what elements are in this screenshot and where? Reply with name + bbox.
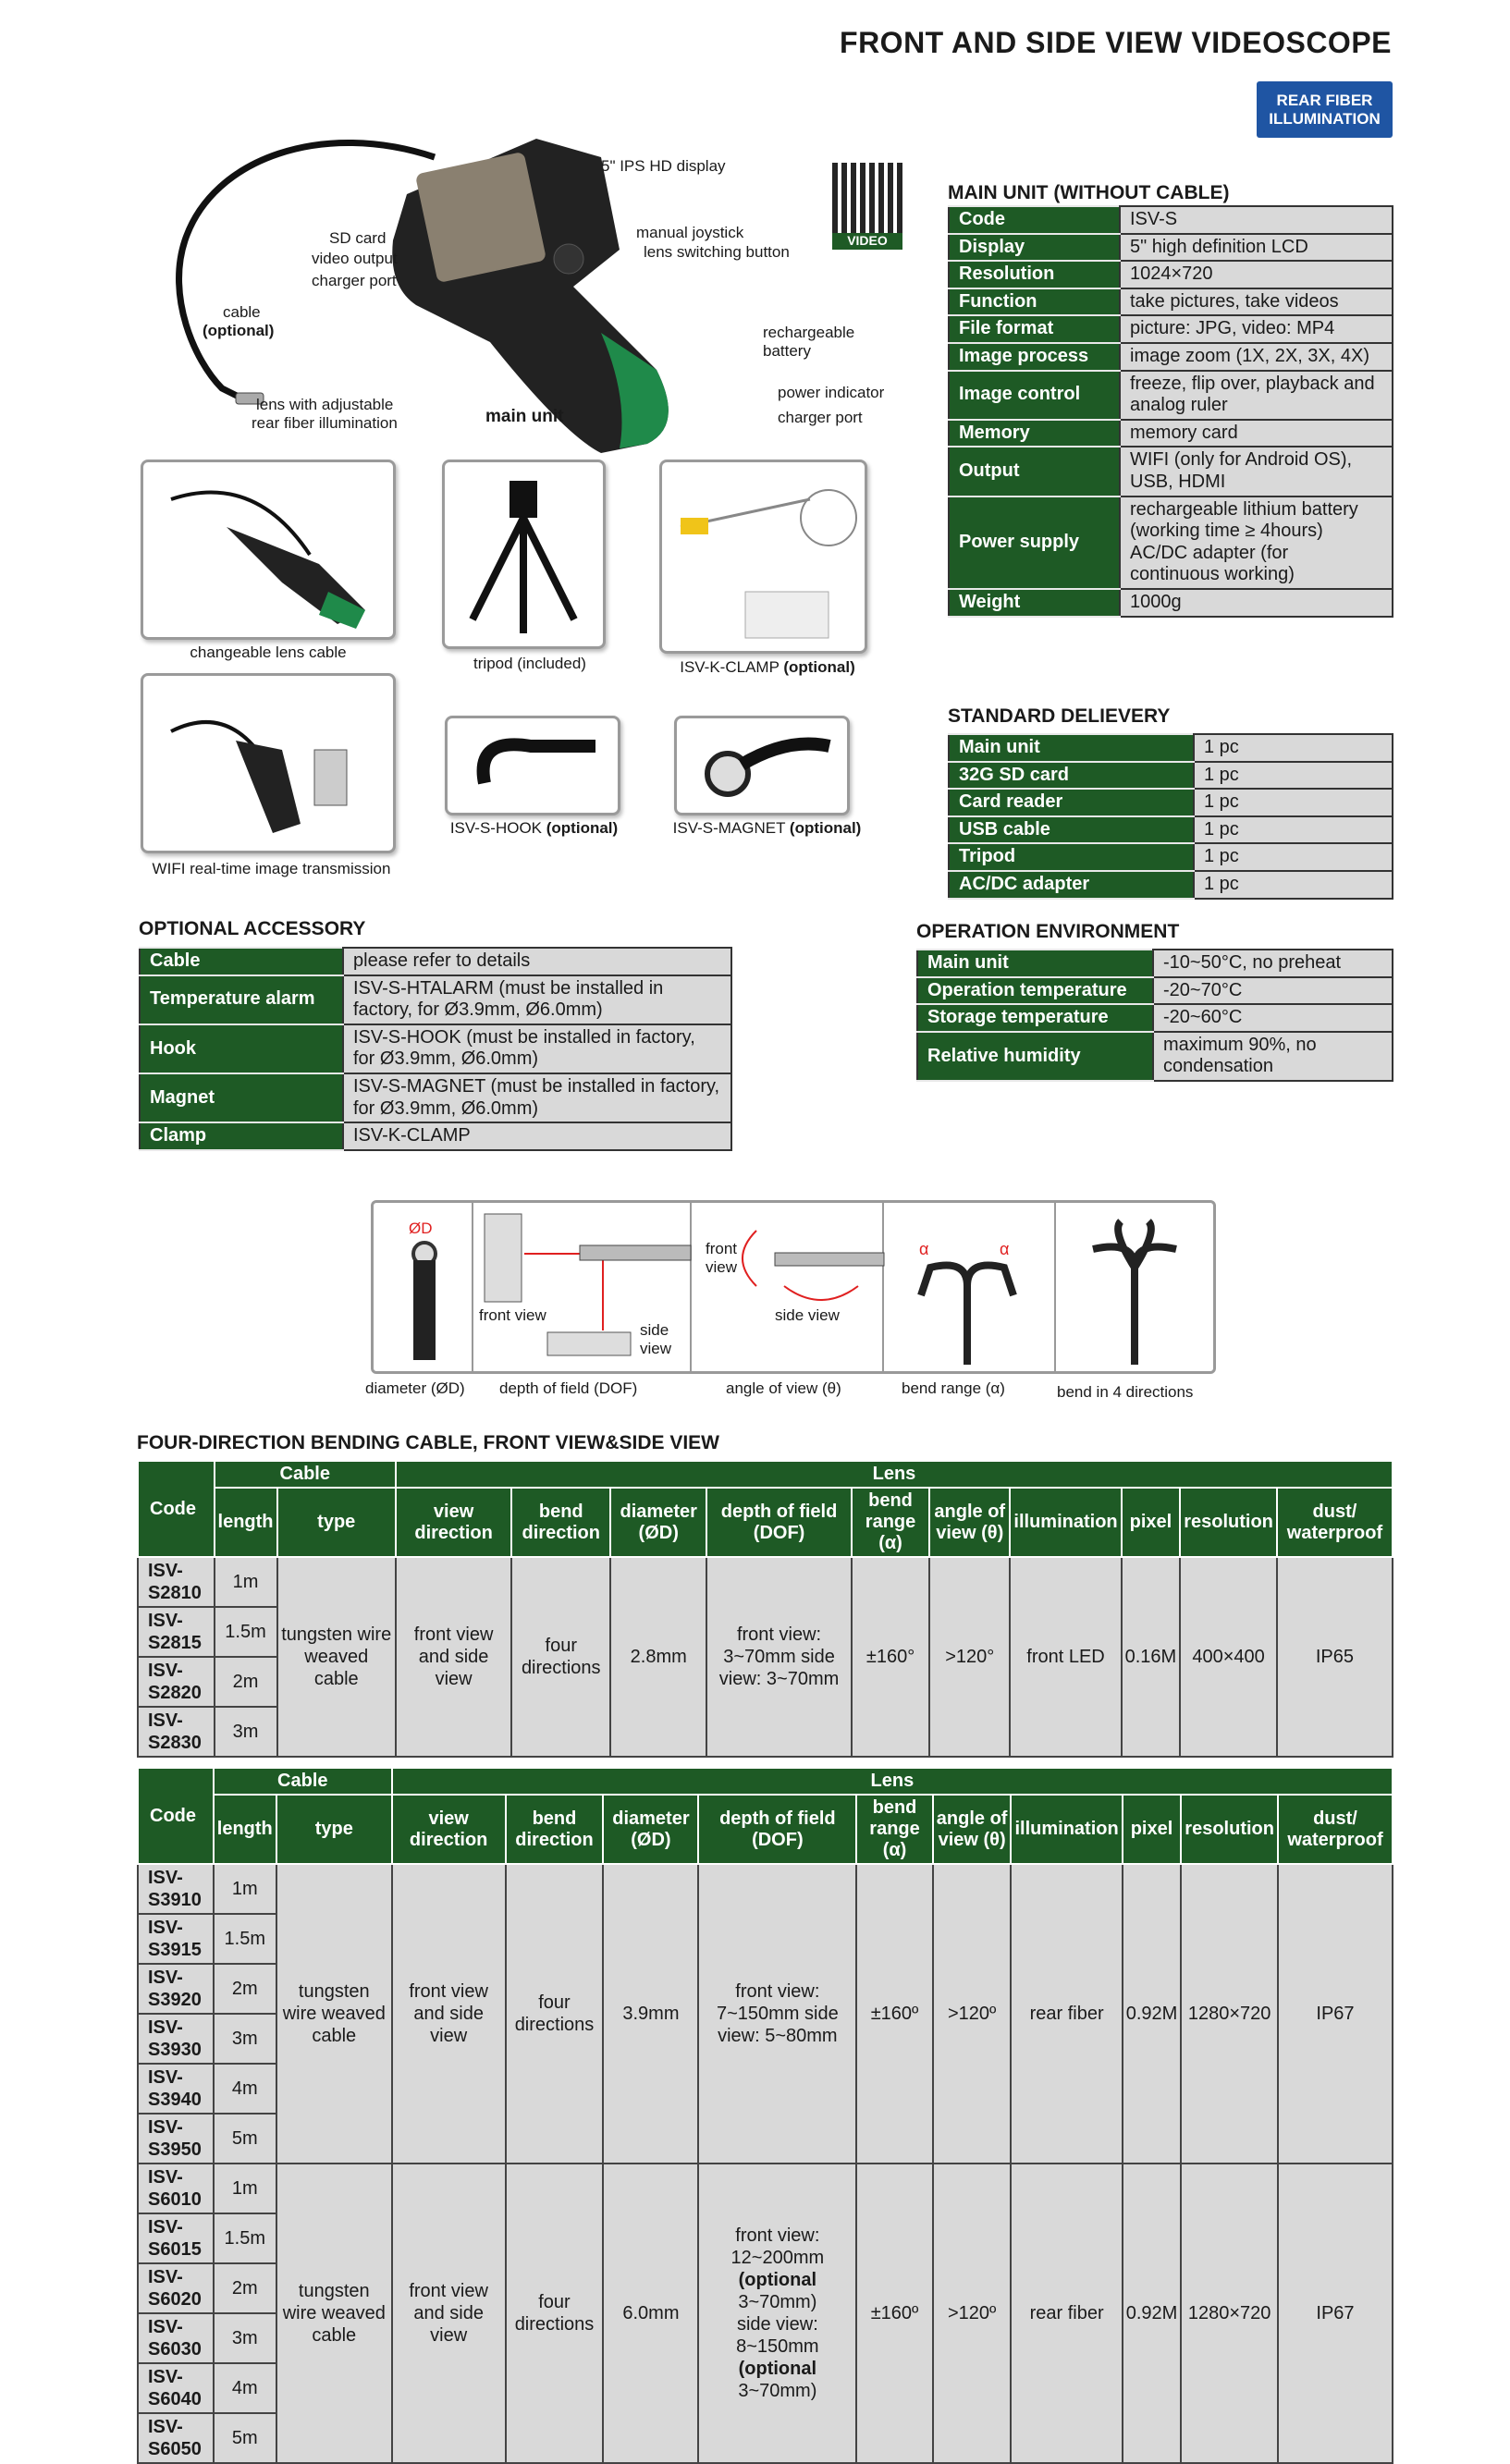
column-header: view direction — [396, 1488, 511, 1557]
model-code: ISV-S6015 — [138, 2213, 214, 2263]
spec-row — [949, 420, 1393, 447]
angle-side-view-label: side view — [775, 1306, 840, 1324]
spec-value: 1024×720 — [1120, 261, 1393, 288]
spec-dof — [698, 2164, 856, 2463]
column-header: diameter (ØD) — [603, 1795, 698, 1864]
main-unit-table — [948, 205, 1393, 618]
optional-accessory-table — [139, 947, 732, 1151]
spec-view: front view and side view — [392, 2164, 506, 2463]
tripod-photo — [442, 460, 606, 649]
cable-length: 3m — [215, 1707, 277, 1757]
spec-value: take pictures, take videos — [1120, 288, 1393, 316]
spec-key: Hook — [140, 1024, 343, 1073]
spec-value: ISV-S-MAGNET (must be installed in factory, for Ø3.9mm, Ø6.0mm) — [343, 1073, 731, 1122]
table-row — [138, 1864, 1393, 1914]
spec-row — [917, 1032, 1393, 1081]
angle-front-label: front — [706, 1240, 738, 1257]
lens-header: Lens — [396, 1461, 1393, 1488]
spec-row — [949, 734, 1393, 762]
model-code: ISV-S6030 — [138, 2313, 214, 2363]
table-row — [138, 2164, 1393, 2213]
standard-delivery-table — [948, 733, 1393, 900]
cable-length: 1.5m — [215, 1607, 277, 1657]
spec-key: Card reader — [949, 789, 1194, 816]
model-code: ISV-S6020 — [138, 2263, 214, 2313]
column-header: bend direction — [511, 1488, 610, 1557]
spec-key: Output — [949, 447, 1120, 496]
spec-value: ISV-S-HOOK (must be installed in factory, for Ø3.9mm, Ø6.0mm) — [343, 1024, 731, 1073]
page-title: FRONT AND SIDE VIEW VIDEOSCOPE — [840, 26, 1392, 59]
model-code: ISV-S3930 — [138, 2014, 214, 2064]
spec-row — [140, 1073, 731, 1122]
spec-row — [949, 343, 1393, 371]
spec-dof: front view: 7~150mm side view: 5~80mm — [698, 1864, 856, 2164]
model-code: ISV-S2810 — [138, 1557, 215, 1607]
label-lens2: rear fiber illumination — [252, 414, 398, 432]
spec-value: 1 pc — [1194, 789, 1393, 816]
diagram-caption-bend: bend range (α) — [902, 1379, 1005, 1397]
spec-value: -20~60°C — [1153, 1004, 1393, 1032]
spec-pixel: 0.92M — [1123, 2164, 1182, 2463]
model-code: ISV-S3920 — [138, 1964, 214, 2014]
spec-key: Cable — [140, 948, 343, 975]
spec-row — [949, 234, 1393, 262]
cable-length: 1.5m — [214, 1914, 276, 1964]
dof-cell — [473, 1203, 692, 1371]
column-header: type — [277, 1488, 396, 1557]
spec-row — [949, 261, 1393, 288]
table1-heading: FOUR-DIRECTION BENDING CABLE, FRONT VIEW&SIDE VIEW — [137, 1432, 719, 1453]
cable-length: 5m — [214, 2413, 276, 2463]
cable-header: Cable — [214, 1768, 392, 1795]
cable-length: 1m — [214, 1864, 276, 1914]
spec-key: Tripod — [949, 843, 1194, 871]
spec-type: tungsten wire weaved cable — [276, 1864, 392, 2164]
column-header: pixel — [1123, 1795, 1182, 1864]
spec-key: Display — [949, 234, 1120, 262]
spec-res: 1280×720 — [1181, 2164, 1278, 2463]
column-header: view direction — [392, 1795, 506, 1864]
label-lens1: lens with adjustable — [256, 396, 394, 413]
label-display: 5" IPS HD display — [601, 157, 726, 175]
dof-line: (optional — [738, 2270, 817, 2290]
cable-length: 4m — [214, 2363, 276, 2413]
dof-front-view-label: front view — [479, 1306, 546, 1324]
cable-length: 3m — [214, 2313, 276, 2363]
spec-key: Resolution — [949, 261, 1120, 288]
label-charger2: charger port — [778, 409, 863, 426]
spec-dia: 6.0mm — [603, 2164, 698, 2463]
spec-key: USB cable — [949, 816, 1194, 844]
diameter-cell — [374, 1203, 473, 1371]
spec-range: ±160º — [856, 1864, 932, 2164]
spec-pixel: 0.92M — [1123, 1864, 1182, 2164]
dof-line: 3~70mm) — [738, 2292, 817, 2312]
spec-view: front view and side view — [392, 1864, 506, 2164]
lens-header: Lens — [392, 1768, 1393, 1795]
spec-row — [949, 206, 1393, 234]
spec-angle: >120º — [933, 2164, 1012, 2463]
spec-angle: >120° — [929, 1557, 1010, 1757]
column-header: diameter (ØD) — [610, 1488, 706, 1557]
column-header: illumination — [1011, 1795, 1122, 1864]
column-header: bend direction — [506, 1795, 604, 1864]
spec-value: 5" high definition LCD — [1120, 234, 1393, 262]
spec-key: Relative humidity — [917, 1032, 1153, 1081]
table-row — [138, 1557, 1393, 1607]
qr-code[interactable] — [832, 163, 902, 233]
caption-hook: ISV-S-HOOK (optional) — [449, 819, 619, 837]
model-code: ISV-S2820 — [138, 1657, 215, 1707]
model-code: ISV-S3950 — [138, 2114, 214, 2164]
main-unit-heading: MAIN UNIT (WITHOUT CABLE) — [948, 182, 1230, 203]
caption-clamp: ISV-K-CLAMP (optional) — [680, 658, 855, 676]
column-header: dust/ waterproof — [1278, 1795, 1393, 1864]
spec-value: picture: JPG, video: MP4 — [1120, 315, 1393, 343]
model-code: ISV-S6040 — [138, 2363, 214, 2413]
spec-row — [949, 762, 1393, 790]
spec-key: Power supply — [949, 496, 1120, 589]
spec-row — [949, 315, 1393, 343]
spec-value: please refer to details — [343, 948, 731, 975]
spec-dof: front view: 3~70mm side view: 3~70mm — [706, 1557, 852, 1757]
spec-bend: four directions — [511, 1557, 610, 1757]
spec-value: -10~50°C, no preheat — [1153, 950, 1393, 977]
dof-side-label: side — [640, 1321, 669, 1339]
column-header: resolution — [1181, 1795, 1278, 1864]
column-header: pixel — [1122, 1488, 1181, 1557]
dof-line: front view: 12~200mm — [730, 2225, 825, 2268]
model-code: ISV-S3940 — [138, 2064, 214, 2114]
model-code: ISV-S6010 — [138, 2164, 214, 2213]
column-header: angle of view (θ) — [929, 1488, 1010, 1557]
spec-res: 1280×720 — [1181, 1864, 1278, 2164]
spec-row — [917, 977, 1393, 1005]
qr-video-label: VIDEO — [832, 233, 902, 250]
hook-photo — [445, 716, 620, 815]
model-code: ISV-S3915 — [138, 1914, 214, 1964]
spec-key: 32G SD card — [949, 762, 1194, 790]
spec-view: front view and side view — [396, 1557, 511, 1757]
spec-row — [949, 816, 1393, 844]
column-header: angle of view (θ) — [933, 1795, 1012, 1864]
cable-length: 2m — [215, 1657, 277, 1707]
spec-row — [917, 1004, 1393, 1032]
alpha-right: α — [1000, 1240, 1010, 1258]
spec-row — [949, 496, 1393, 589]
spec-range: ±160° — [852, 1557, 929, 1757]
column-header: length — [215, 1488, 277, 1557]
spec-ip: IP65 — [1277, 1557, 1393, 1757]
spec-ip: IP67 — [1278, 1864, 1393, 2164]
spec-value: 1 pc — [1194, 762, 1393, 790]
dof-line: 3~70mm) — [738, 2381, 817, 2401]
dof-view-label: view — [640, 1340, 672, 1357]
spec-illum: rear fiber — [1011, 1864, 1122, 2164]
joystick-shape — [554, 244, 583, 274]
label-main-unit: main unit — [485, 407, 564, 426]
bend-cell — [884, 1203, 1056, 1371]
cable-table-2-8mm — [137, 1460, 1393, 1758]
operation-environment-table — [916, 949, 1393, 1082]
spec-value: 1000g — [1120, 589, 1393, 617]
spec-row — [949, 589, 1393, 617]
code-header: Code — [138, 1461, 215, 1557]
spec-row — [140, 1122, 731, 1150]
four-dir-cell — [1056, 1203, 1213, 1371]
spec-key: AC/DC adapter — [949, 871, 1194, 899]
spec-row — [949, 871, 1393, 899]
spec-key: Storage temperature — [917, 1004, 1153, 1032]
screen-shape — [415, 152, 546, 283]
spec-key: Memory — [949, 420, 1120, 447]
spec-value: freeze, flip over, playback and analog ruler — [1120, 371, 1393, 420]
column-header: bend range (α) — [856, 1795, 932, 1864]
cable-header: Cable — [215, 1461, 396, 1488]
label-battery2: battery — [763, 342, 811, 360]
model-code: ISV-S2815 — [138, 1607, 215, 1657]
spec-ip: IP67 — [1278, 2164, 1393, 2463]
spec-res: 400×400 — [1180, 1557, 1277, 1757]
caption-magnet: ISV-S-MAGNET (optional) — [672, 819, 862, 837]
optional-accessory-heading: OPTIONAL ACCESSORY — [139, 918, 366, 939]
cable-length: 1m — [215, 1557, 277, 1607]
spec-bend: four directions — [506, 1864, 604, 2164]
dof-line: side view: 8~150mm — [736, 2314, 819, 2357]
spec-type: tungsten wire weaved cable — [276, 2164, 392, 2463]
lens-cable-photo — [141, 460, 396, 640]
operation-environment-heading: OPERATION ENVIRONMENT — [916, 921, 1180, 942]
label-video-out: video output — [312, 250, 398, 267]
diagram-caption-diameter: diameter (ØD) — [365, 1379, 465, 1397]
spec-pixel: 0.16M — [1122, 1557, 1181, 1757]
column-header: length — [214, 1795, 276, 1864]
spec-key: Operation temperature — [917, 977, 1153, 1005]
wifi-photo — [141, 673, 396, 853]
spec-key: Image process — [949, 343, 1120, 371]
spec-key: Main unit — [917, 950, 1153, 977]
spec-illum: rear fiber — [1011, 2164, 1122, 2463]
label-charger: charger port — [312, 272, 397, 289]
spec-row — [949, 288, 1393, 316]
spec-angle: >120º — [933, 1864, 1012, 2164]
column-header: resolution — [1180, 1488, 1277, 1557]
product-illustration — [139, 120, 878, 453]
spec-type: tungsten wire weaved cable — [277, 1557, 396, 1757]
caption-lens-cable: changeable lens cable — [190, 644, 347, 661]
spec-value: ISV-K-CLAMP — [343, 1122, 731, 1150]
model-code: ISV-S6050 — [138, 2413, 214, 2463]
diagram-caption-four-dir: bend in 4 directions — [1057, 1383, 1194, 1401]
label-sd: SD card — [329, 229, 387, 247]
spec-value: 1 pc — [1194, 843, 1393, 871]
diagram-caption-angle: angle of view (θ) — [726, 1379, 841, 1397]
spec-value: image zoom (1X, 2X, 3X, 4X) — [1120, 343, 1393, 371]
rear-fiber-badge: REAR FIBER ILLUMINATION — [1257, 81, 1393, 138]
column-header: bend range (α) — [852, 1488, 929, 1557]
cable-length: 1m — [214, 2164, 276, 2213]
spec-value: maximum 90%, no condensation — [1153, 1032, 1393, 1081]
standard-delivery-heading: STANDARD DELIEVERY — [948, 705, 1171, 727]
label-battery1: rechargeable — [763, 324, 855, 341]
spec-row — [140, 948, 731, 975]
column-header: depth of field (DOF) — [706, 1488, 852, 1557]
spec-key: Temperature alarm — [140, 975, 343, 1024]
angle-cell — [692, 1203, 884, 1371]
spec-row — [949, 843, 1393, 871]
spec-value: 1 pc — [1194, 871, 1393, 899]
spec-value: rechargeable lithium battery (working time ≥ 4hours) AC/DC adapter (for continuous working) — [1120, 496, 1393, 589]
angle-view-label: view — [706, 1258, 738, 1276]
cable-length: 1.5m — [214, 2213, 276, 2263]
column-header: type — [276, 1795, 392, 1864]
column-header: illumination — [1010, 1488, 1121, 1557]
spec-value: 1 pc — [1194, 816, 1393, 844]
label-cable: cable — [223, 303, 261, 321]
clamp-photo — [659, 460, 867, 654]
caption-wifi: WIFI real-time image transmission — [152, 860, 391, 877]
cable-length: 3m — [214, 2014, 276, 2064]
cable-length: 5m — [214, 2114, 276, 2164]
spec-range: ±160º — [856, 2164, 932, 2463]
spec-row — [949, 789, 1393, 816]
spec-key: Magnet — [140, 1073, 343, 1122]
cable-length: 2m — [214, 2263, 276, 2313]
spec-key: Image control — [949, 371, 1120, 420]
spec-illum: front LED — [1010, 1557, 1121, 1757]
label-cable-optional: (optional) — [203, 322, 275, 339]
code-header: Code — [138, 1768, 214, 1864]
spec-row — [917, 950, 1393, 977]
spec-value: -20~70°C — [1153, 977, 1393, 1005]
spec-row — [140, 975, 731, 1024]
cable-length: 2m — [214, 1964, 276, 2014]
dof-line: (optional — [738, 2359, 817, 2379]
cable-table-3-9-6-0mm — [137, 1767, 1393, 2464]
label-joystick: manual joystick — [636, 224, 744, 241]
dimension-diagram — [371, 1200, 1216, 1374]
model-code: ISV-S2830 — [138, 1707, 215, 1757]
magnet-photo — [674, 716, 850, 815]
spec-row — [949, 447, 1393, 496]
spec-key: Function — [949, 288, 1120, 316]
label-power: power indicator — [778, 384, 885, 401]
model-code: ISV-S3910 — [138, 1864, 214, 1914]
spec-key: Clamp — [140, 1122, 343, 1150]
diagram-caption-dof: depth of field (DOF) — [499, 1379, 638, 1397]
spec-dia: 3.9mm — [603, 1864, 698, 2164]
spec-key: Main unit — [949, 734, 1194, 762]
spec-bend: four directions — [506, 2164, 604, 2463]
column-header: depth of field (DOF) — [698, 1795, 856, 1864]
spec-row — [949, 371, 1393, 420]
spec-row — [140, 1024, 731, 1073]
spec-key: Weight — [949, 589, 1120, 617]
label-lens-switch: lens switching button — [644, 243, 790, 261]
spec-key: File format — [949, 315, 1120, 343]
od-label: ØD — [409, 1220, 433, 1237]
cable-length: 4m — [214, 2064, 276, 2114]
spec-dia: 2.8mm — [610, 1557, 706, 1757]
spec-value: ISV-S — [1120, 206, 1393, 234]
alpha-left: α — [919, 1240, 929, 1258]
spec-key: Code — [949, 206, 1120, 234]
caption-tripod: tripod (included) — [473, 655, 586, 672]
spec-value: 1 pc — [1194, 734, 1393, 762]
spec-value: WIFI (only for Android OS), USB, HDMI — [1120, 447, 1393, 496]
spec-value: memory card — [1120, 420, 1393, 447]
spec-value: ISV-S-HTALARM (must be installed in factory, for Ø3.9mm, Ø6.0mm) — [343, 975, 731, 1024]
column-header: dust/ waterproof — [1277, 1488, 1393, 1557]
